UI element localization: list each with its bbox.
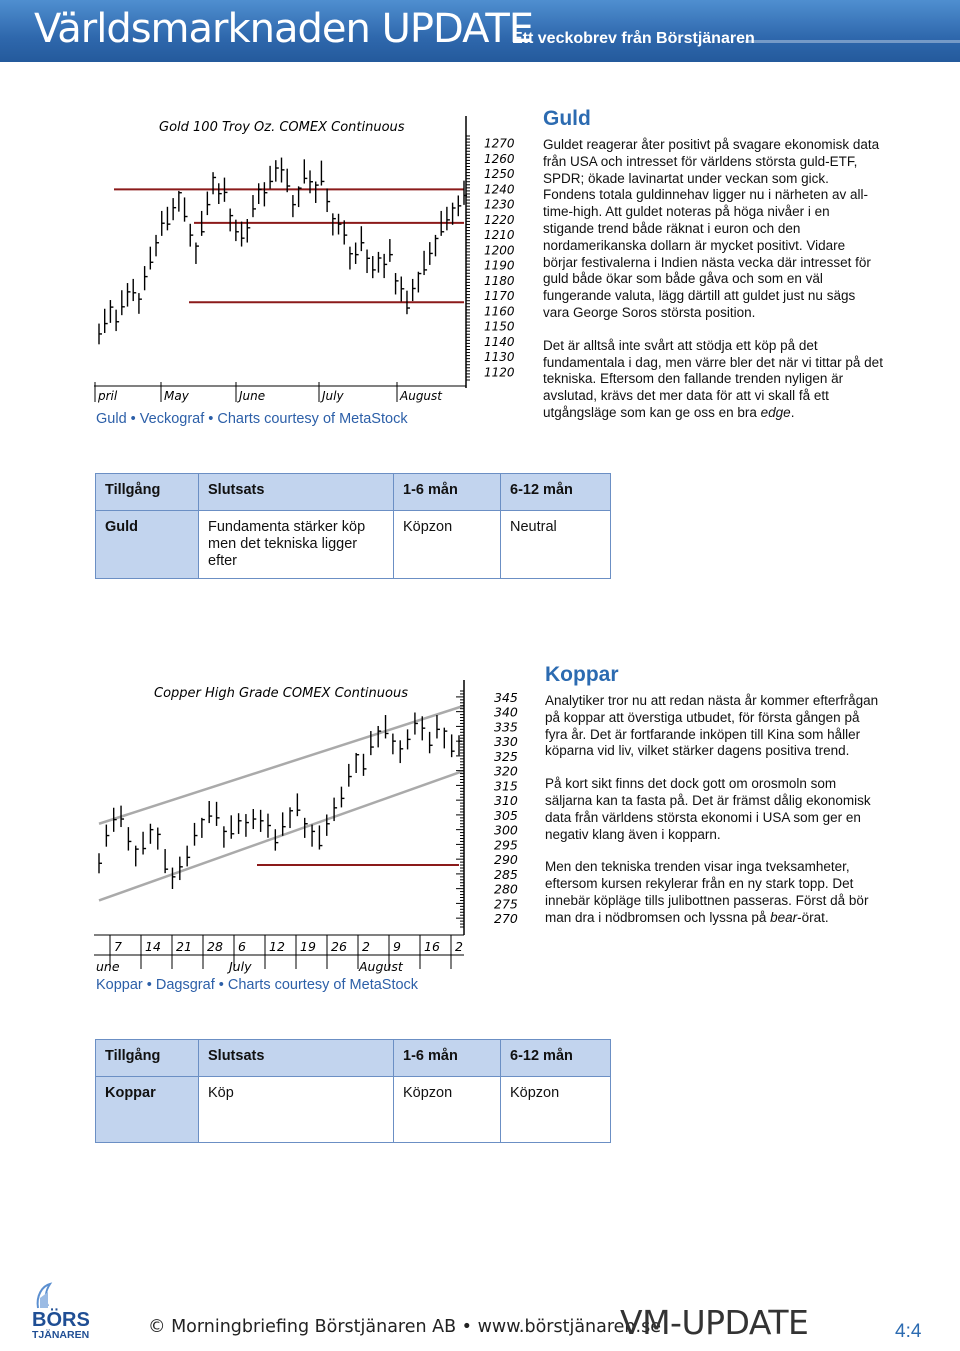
copper-x-month-label: une [96,959,120,974]
gold-paragraph-2-end: . [790,404,795,420]
copper-article [545,663,885,943]
table-header-row [96,1040,611,1077]
short-term-cell: Köpzon [394,1077,501,1143]
gold-x-month-label: pril [98,389,118,403]
gold-chart-title: Gold 100 Troy Oz. COMEX Continuous [159,120,405,135]
copper-summary-table [95,1039,611,1143]
footer-copyright: © Morningbriefing Börstjänaren AB • www.börstjänaren.se [148,1317,661,1337]
logo-mark-icon [40,1292,48,1308]
page-number: 4:4 [895,1321,922,1342]
copper-x-month-label: August [359,959,403,974]
copper-x-month-label: July [229,959,252,974]
footer-brand: VM-UPDATE [620,1303,809,1342]
copper-x-day-label: 9 [393,939,401,954]
asset-cell: Guld [96,511,199,579]
copper-x-day-label: 12 [269,939,285,954]
gold-y-tick-label: 1200 [484,243,515,258]
gold-chart-caption: Guld • Veckograf • Charts courtesy of MetaStock [96,411,408,427]
gold-y-tick-label: 1160 [484,304,515,319]
header-6-12-man: 6-12 mån [501,474,611,511]
copper-trend-channel-line [99,771,464,901]
copper-paragraph-1: Analytiker tror nu att redan nästa år kommer efterfrågan på koppar att överstiga utbudet, för första gången på fyra år. Det är fortfarande inköpen till Kina som håller köparna vid liv, vilket stärker dagens positiva trend. [545,693,879,759]
gold-weekly-chart [94,108,524,408]
copper-y-tick-label: 280 [494,881,518,897]
copper-trend-channel-line [99,706,464,824]
gold-article [543,107,883,438]
copper-y-tick-label: 345 [494,689,518,705]
copper-y-tick-label: 335 [494,719,518,735]
header-slutsats: Slutsats [199,474,394,511]
gold-x-month-label: July [322,389,344,403]
logo-text-top: BÖRS [32,1309,90,1331]
gold-heading: Guld [543,107,591,130]
gold-y-tick-label: 1120 [484,365,515,380]
copper-y-tick-label: 285 [494,866,518,882]
gold-summary-table [95,473,611,579]
gold-paragraph-2-emphasis: edge [760,404,791,420]
gold-y-tick-label: 1180 [484,273,515,288]
gold-x-month-label: August [400,389,442,403]
copper-y-tick-label: 295 [494,837,518,853]
gold-y-tick-label: 1240 [484,182,515,197]
copper-y-tick-label: 340 [494,704,518,720]
asset-cell: Koppar [96,1077,199,1143]
copper-x-day-label: 2 [362,939,370,954]
copper-y-tick-label: 330 [494,734,518,750]
copper-x-day-label: 2 [455,939,463,954]
gold-paragraph-2 [543,338,883,422]
copper-y-tick-label: 325 [494,748,518,764]
conclusion-cell: Köp [199,1077,394,1143]
table-header-row [96,474,611,511]
copper-y-tick-label: 275 [494,896,518,912]
copper-x-day-label: 21 [176,939,192,954]
copper-paragraph-3 [545,859,885,926]
gold-y-tick-label: 1210 [484,228,515,243]
copper-y-tick-label: 310 [494,793,518,809]
gold-y-tick-label: 1170 [484,289,515,304]
copper-heading: Koppar [545,663,619,686]
gold-y-tick-label: 1270 [484,136,515,151]
gold-paragraph-1: Guldet reagerar åter positivt på svagare ekonomisk data från USA och intresset för världens största guld-ETF, SPDR; ökade lavinartat under veckan som gick. Fondens totala guldinnehav ligger nu i närheten av all-time-high. Att guldet noteras på höga nivåer i en stigande trend både räknat i euron och den nordamerikanska dollarn är mycket positivt. Vidare börjar festivalerna i Indien nästa vecka där intresset för guld både ökar som både gåva och som en väl fungerande valuta, lägg därtill att guldet just nu sägs vara George Soros största position. [543,137,880,320]
gold-x-month-label: June [239,389,266,403]
gold-y-tick-label: 1190 [484,258,515,273]
header-stripe [745,40,960,43]
page-header [0,0,960,62]
copper-x-day-label: 14 [145,939,161,954]
header-tillgang: Tillgång [96,474,199,511]
long-term-cell: Neutral [501,511,611,579]
copper-paragraph-2: På kort sikt finns det dock gott om orosmoln som säljarna kan ta fasta på. Det är främst dålig ekonomisk data från världens största ekonomi i USA som ger en negativ klang även i kopparn. [545,776,871,842]
gold-y-tick-label: 1260 [484,151,515,166]
table-row [96,1077,611,1143]
copper-y-tick-label: 300 [494,822,518,838]
header-6-12-man: 6-12 mån [501,1040,611,1077]
gold-y-tick-label: 1140 [484,334,515,349]
gold-y-tick-label: 1220 [484,212,515,227]
gold-x-month-label: May [164,389,189,403]
copper-y-tick-label: 290 [494,852,518,868]
copper-x-day-label: 7 [114,939,122,954]
copper-y-tick-label: 320 [494,763,518,779]
copper-y-tick-label: 270 [494,911,518,927]
gold-y-tick-label: 1250 [484,167,515,182]
copper-chart-caption: Koppar • Dagsgraf • Charts courtesy of MetaStock [96,977,419,993]
header-1-6-man: 1-6 mån [394,474,501,511]
copper-y-tick-label: 315 [494,778,518,794]
copper-paragraph-3-emphasis: bear [770,909,798,925]
gold-paragraph-2-text: Det är alltså inte svårt att stödja ett köp på det fundamentala i dag, men värre bler det när vi tittar på det tekniska. Eftersom den fallande trenden nyligen är avslutad, krävs det mer data för att vi skall få ett utgångsläge som kan ge oss en bra [543,337,883,420]
newsletter-subtitle: Ett veckobrev från Börstjänaren [512,30,755,47]
copper-x-day-label: 6 [238,939,246,954]
gold-y-tick-label: 1130 [484,350,515,365]
long-term-cell: Köpzon [501,1077,611,1143]
copper-x-day-label: 26 [331,939,347,954]
copper-x-day-label: 19 [300,939,316,954]
logo-text-bottom: TJÄNAREN [32,1329,90,1341]
copper-chart-title: Copper High Grade COMEX Continuous [154,686,408,701]
copper-paragraph-3-end: -örat. [797,909,829,925]
short-term-cell: Köpzon [394,511,501,579]
table-row [96,511,611,579]
gold-y-tick-label: 1150 [484,319,515,334]
header-slutsats: Slutsats [199,1040,394,1077]
header-tillgang: Tillgång [96,1040,199,1077]
copper-y-tick-label: 305 [494,807,518,823]
conclusion-cell: Fundamenta stärker köp men det tekniska ligger efter [199,511,394,579]
newsletter-title: Världsmarknaden UPDATE [34,6,534,52]
gold-y-tick-label: 1230 [484,197,515,212]
copper-daily-chart [94,675,534,975]
copper-x-day-label: 16 [424,939,440,954]
copper-paragraph-3-text: Men den tekniska trenden visar inga tveksamheter, eftersom kursen rekylerar från en ny stark topp. Det innebär köpläge tills julibottnen passeras. Först då bör man dra i nödbromsen och lyssna på [545,859,869,925]
borstjanaren-logo [28,1282,138,1342]
header-1-6-man: 1-6 mån [394,1040,501,1077]
copper-x-day-label: 28 [207,939,223,954]
